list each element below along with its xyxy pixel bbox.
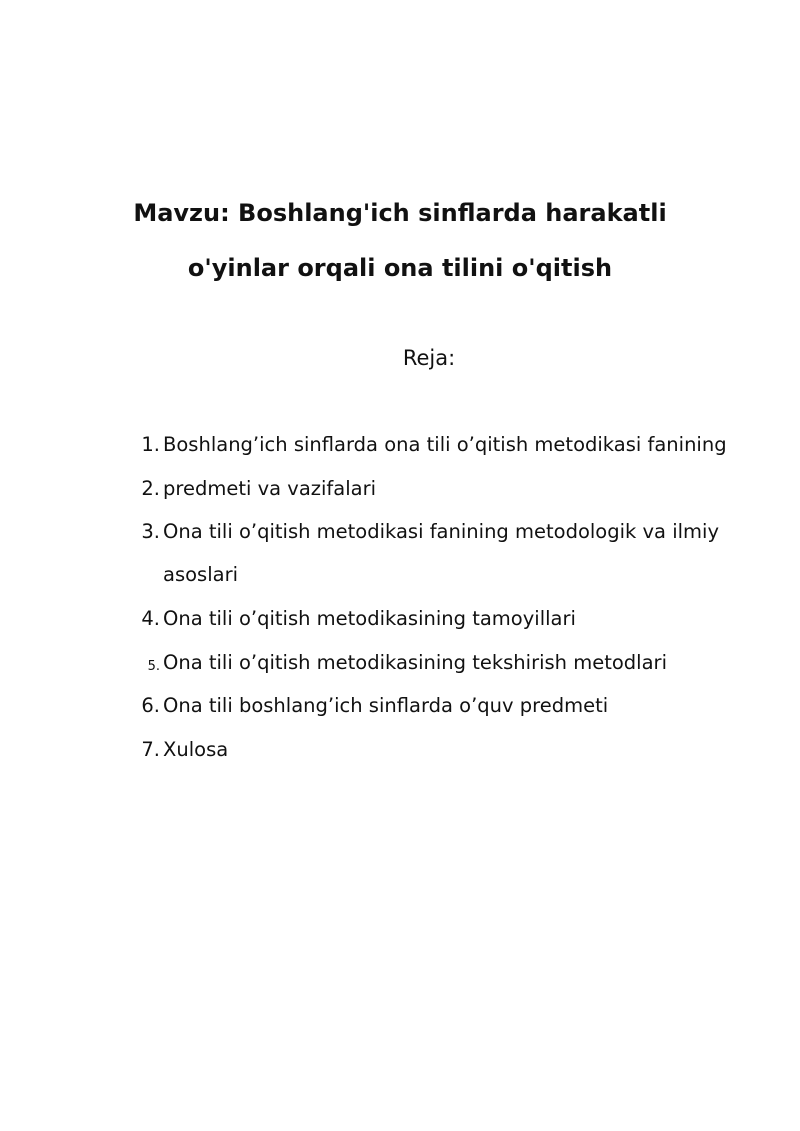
plan-item-text: predmeti va vazifalari — [163, 477, 377, 500]
document-title-line-2: o'yinlar orqali ona tilini o'qitish — [187, 254, 613, 282]
plan-item-number: 4. — [141, 607, 160, 630]
plan-item-number: 1. — [141, 433, 160, 456]
document-title-line-1: Mavzu: Boshlang'ich sinflarda harakatli — [133, 199, 667, 227]
plan-item-text: Boshlang’ich sinflarda ona tili o’qitish metodikasi fanining — [163, 433, 727, 456]
plan-item-number: 5. — [147, 659, 160, 674]
plan-item-text-continuation: asoslari — [163, 563, 239, 586]
plan-item-text: Xulosa — [163, 738, 229, 761]
plan-item-number: 2. — [141, 477, 160, 500]
plan-item-text: Ona tili boshlang’ich sinflarda o’quv predmeti — [163, 694, 609, 717]
plan-item-text: Ona tili o’qitish metodikasining tekshirish metodlari — [163, 651, 667, 674]
plan-item-number: 3. — [141, 520, 160, 543]
plan-heading: Reja: — [402, 346, 456, 370]
plan-item-text: Ona tili o’qitish metodikasining tamoyillari — [163, 607, 576, 630]
plan-item-number: 6. — [141, 694, 160, 717]
plan-item-text: Ona tili o’qitish metodikasi fanining metodologik va ilmiy — [163, 520, 719, 543]
plan-item-number: 7. — [141, 738, 160, 761]
